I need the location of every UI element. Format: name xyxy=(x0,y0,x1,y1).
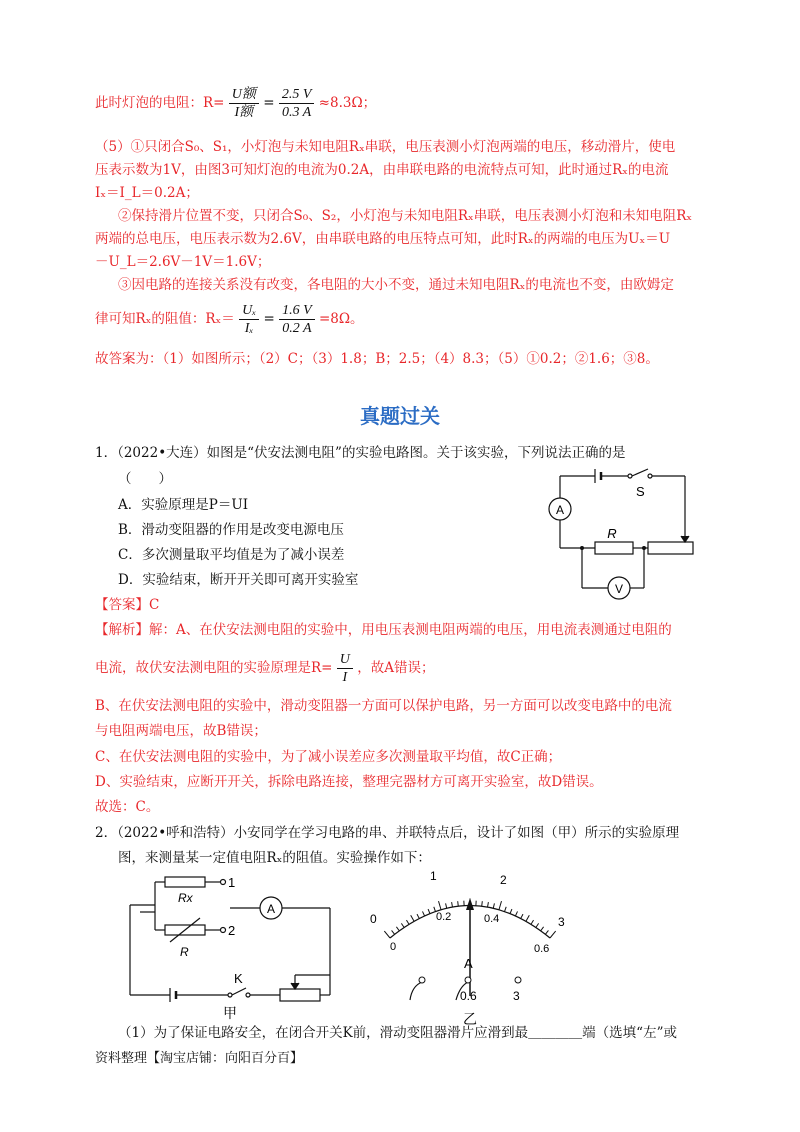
q1-analysis-d: D、实验结束，应断开开关，拆除电路连接，整理完器材方可离开实验室，故D错误。 xyxy=(95,774,603,790)
terminal-1-label: 1 xyxy=(228,875,236,890)
q2-figure-jia xyxy=(120,870,345,1020)
fraction-numerator: 2.5 V xyxy=(279,86,315,104)
fraction-numerator: 1.6 V xyxy=(279,302,315,320)
q1-answer-blank: （ ） xyxy=(118,471,172,487)
fraction-u-rated-over-i-rated xyxy=(229,86,259,121)
terminal-1 xyxy=(221,880,226,885)
dial-tick xyxy=(510,909,512,914)
r-label: R xyxy=(180,945,189,959)
fraction-denominator: I xyxy=(342,670,348,685)
switch-pivot xyxy=(628,474,632,478)
dial-tick xyxy=(452,902,453,907)
fraction-16v-over-02a xyxy=(279,302,315,337)
q1-stem: 1．（2022•大连）如图是“伏安法测电阻”的实验电路图。关于该实验，下列说法正确的是 xyxy=(95,445,626,461)
terminal-2 xyxy=(221,928,226,933)
section-title: 真题过关 xyxy=(360,404,440,428)
dial-tick xyxy=(439,901,442,910)
dial-bottom-tick-2: 0.4 xyxy=(484,913,500,925)
part5-line-5: 两端的总电压，电压表示数为2.6V，由串联电路的电压特点可知，此时Rₓ的两端的电压为Uₓ＝U xyxy=(95,231,671,247)
terminal-3-label: 3 xyxy=(513,989,520,1003)
q1-conclusion: 故选：C。 xyxy=(95,799,160,815)
dial-tick xyxy=(515,911,517,916)
switch-label: S xyxy=(636,484,645,499)
dial-tick xyxy=(541,927,544,931)
resistor-rx xyxy=(165,877,205,887)
rx-label: Rx xyxy=(178,891,193,905)
dial-tick xyxy=(531,920,534,924)
terminal-2-label: 2 xyxy=(228,923,236,938)
dial-tick xyxy=(521,914,523,918)
dial-tick xyxy=(406,920,409,924)
switch-k-label: K xyxy=(234,971,243,986)
dial-tick xyxy=(401,923,404,927)
dial-tick xyxy=(458,901,459,906)
q2-stem-line-1: 2．（2022•呼和浩特）小安同学在学习电路的串、并联特点后，设计了如图（甲）所示的实验原理 xyxy=(95,825,680,841)
q2-sub-question-1: （1）为了保证电路安全，在闭合开关K前，滑动变阻器滑片应滑到最＿＿＿＿端（选填“左”或 xyxy=(118,1025,677,1041)
dial-top-tick-2: 2 xyxy=(500,873,507,887)
rheostat-jia xyxy=(280,989,320,1001)
dial-tick xyxy=(396,927,399,931)
figure-jia-caption: 甲 xyxy=(223,1005,237,1020)
q1-option-c: C．多次测量取平均值是为了减小误差 xyxy=(118,547,345,563)
dial-bottom-tick-0: 0 xyxy=(390,941,397,953)
dial-tick xyxy=(536,923,539,927)
resistor-r xyxy=(595,542,633,554)
part5-line-1: （5）①只闭合S₀、S₁，小灯泡与未知电阻Rₓ串联，电压表测小灯泡两端的电压，移动滑片，使电 xyxy=(95,139,676,155)
rx-value: =8Ω。 xyxy=(318,311,364,327)
q1-answer-line xyxy=(95,596,159,614)
lamp-resistance-line xyxy=(95,86,376,121)
q1-analysis-c: C、在伏安法测电阻的实验中，为了减小误差应多次测量取平均值，故C正确； xyxy=(95,749,562,765)
dial-tick xyxy=(482,901,483,906)
q1-analysis-b-line-1: B、在伏安法测电阻的实验中，滑动变阻器一方面可以保护电路，另一方面可以改变电路中的电流 xyxy=(95,698,672,714)
q1-option-a: A．实验原理是P＝UI xyxy=(118,497,249,513)
fraction-numerator: U xyxy=(337,651,353,669)
fraction-25v-over-03a xyxy=(279,86,315,121)
dial-tick xyxy=(422,911,424,916)
equals-sign: = xyxy=(263,311,275,327)
page-footer: 资料整理【淘宝店铺：向阳百分百】 xyxy=(95,1051,304,1066)
answer-summary: 故答案为：（1）如图所示；（2）C；（3）1.8；B；2.5；（4）8.3；（5）①0.2；②1.6；③8。 xyxy=(95,351,659,367)
resistor-label: R xyxy=(607,526,617,541)
dial-tick xyxy=(428,909,430,914)
ammeter-label: A xyxy=(555,503,565,517)
lamp-resistance-value: ≈8.3Ω； xyxy=(318,95,377,111)
dial-bottom-tick-3: 0.6 xyxy=(534,943,550,955)
dial-tick xyxy=(550,931,556,938)
fraction-numerator: Uₓ xyxy=(239,302,259,320)
q1-analysis-text: 解：A、在伏安法测电阻的实验中，用电压表测电阻两端的电压，用电流表测通过电阻的 xyxy=(149,622,672,638)
switch-k-blade xyxy=(232,988,246,995)
part5-line-2: 压表示数为1V，由图3可知灯泡的电流为0.2A，由串联电路的电流特点可知，此时通过Rₓ的电流 xyxy=(95,162,669,178)
part5-line-7: ③因电路的连接关系没有改变，各电阻的大小不变，通过未知电阻Rₓ的电流也不变，由欧姆定 xyxy=(118,277,674,293)
equals-sign: = xyxy=(263,95,275,111)
dial-top-tick-0: 0 xyxy=(370,912,377,926)
dial-tick xyxy=(488,902,489,907)
q2-stem-line-2: 图，来测量某一定值电阻Rₓ的阻值。实验操作如下： xyxy=(118,850,431,866)
dial-tick xyxy=(384,931,390,938)
part5-line-6: －U_L＝2.6V－1V＝1.6V； xyxy=(95,254,271,270)
dial-tick xyxy=(446,903,447,908)
fraction-denominator: I额 xyxy=(234,105,254,120)
dial-tick xyxy=(526,915,529,921)
voltmeter-label: V xyxy=(614,582,624,596)
fraction-numerator: U额 xyxy=(229,86,259,104)
fraction-u-over-i xyxy=(337,651,353,686)
dial-tick xyxy=(545,930,548,934)
q2-figure-yi xyxy=(360,868,580,1028)
part5-line-3: Iₓ＝I_L＝0.2A； xyxy=(95,185,199,201)
rx-value-prefix: 律可知Rₓ的阻值：Rₓ＝ xyxy=(95,311,235,327)
dial-tick xyxy=(505,907,507,912)
part5-line-8 xyxy=(95,302,364,337)
figure-yi-caption: 乙 xyxy=(463,1011,477,1027)
dial-tick xyxy=(493,903,494,908)
analysis-tag: 【解析】 xyxy=(95,622,149,638)
fraction-denominator: Iₓ xyxy=(244,321,254,336)
q1-analysis-line-2 xyxy=(95,651,434,686)
answer-tag: 【答案】 xyxy=(95,597,149,613)
q1-answer: C xyxy=(149,597,160,613)
q1-option-d: D．实验结束，断开开关即可离开实验室 xyxy=(118,572,359,588)
q1-option-b: B．滑动变阻器的作用是改变电源电压 xyxy=(118,522,344,538)
dial-tick xyxy=(392,930,395,934)
dial-tick xyxy=(411,915,414,921)
part5-line-4: ②保持滑片位置不变，只闭合S₀、S₂，小灯泡与未知电阻Rₓ串联，电压表测小灯泡和未知电阻Rₓ xyxy=(118,208,693,224)
rheostat xyxy=(648,542,693,554)
dial-tick xyxy=(417,914,419,918)
dial-bottom-tick-1: 0.2 xyxy=(436,911,452,923)
q1-formula-prefix: 电流，故伏安法测电阻的实验原理是R= xyxy=(95,660,333,676)
fraction-denominator: 0.3 A xyxy=(281,105,312,120)
ammeter-jia-label: A xyxy=(266,902,276,916)
fraction-ux-over-ix xyxy=(239,302,259,337)
lamp-resistance-prefix: 此时灯泡的电阻：R= xyxy=(95,95,225,111)
q1-formula-suffix: ，故A错误； xyxy=(357,660,435,676)
dial-top-tick-3: 3 xyxy=(558,915,565,929)
q1-analysis-line-1 xyxy=(95,621,672,639)
terminal-06-label: 0.6 xyxy=(460,989,477,1003)
fraction-denominator: 0.2 A xyxy=(282,321,312,336)
dial-tick xyxy=(499,901,502,910)
dial-top-tick-1: 1 xyxy=(430,869,437,883)
dial-unit-label: A xyxy=(464,956,473,971)
q1-analysis-b-line-2: 与电阻两端电压，故B错误； xyxy=(95,723,267,739)
q1-circuit-diagram xyxy=(540,466,700,606)
switch-blade xyxy=(632,469,648,476)
